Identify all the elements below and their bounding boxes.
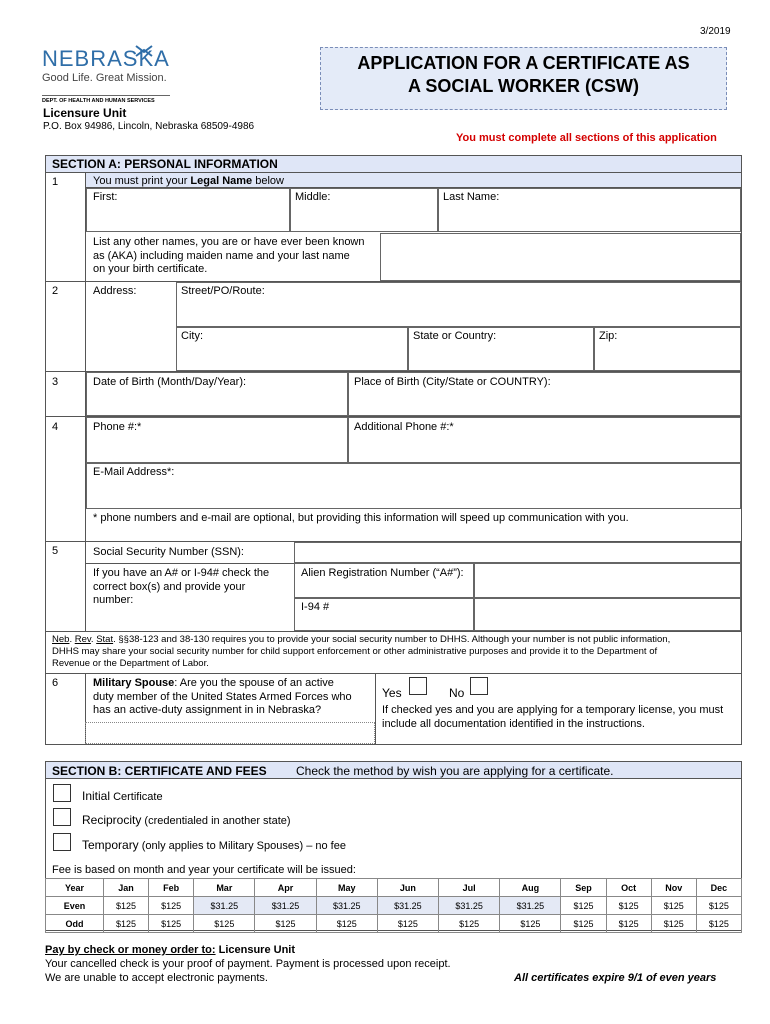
military-spouse-question: Military Spouse: Are you the spouse of an active duty member of the United States Armed Forces who has an active-duty assignment in in Nebraska? [93, 677, 352, 716]
fee-intro: Fee is based on month and year your certificate will be issued: [52, 864, 356, 876]
fee-table-row-even [46, 897, 742, 915]
fee-cell: $31.25 [377, 897, 438, 915]
fee-cell: $125 [149, 915, 194, 933]
fee-cell: $125 [149, 897, 194, 915]
ssn-field[interactable] [294, 542, 741, 563]
fee-cell: $125 [696, 915, 741, 933]
fee-cell: $125 [561, 915, 606, 933]
email-label: E-Mail Address*: [93, 466, 175, 478]
fee-month-header: Oct [606, 879, 651, 897]
military-spouse-extra-field[interactable] [85, 722, 375, 744]
form-date: 3/2019 [700, 26, 731, 37]
unit-address: P.O. Box 94986, Lincoln, Nebraska 68509-4986 [43, 121, 255, 132]
expiration-notice: All certificates expire 9/1 of even years [514, 972, 717, 984]
logo-tagline: Good Life. Great Mission. [42, 72, 167, 84]
fee-cell: $125 [651, 897, 696, 915]
fee-cell: $125 [316, 915, 377, 933]
i94-field[interactable] [474, 598, 741, 631]
fee-month-header: Mar [194, 879, 255, 897]
aka-field[interactable] [380, 233, 741, 281]
reciprocity-option-label: Reciprocity (credentialed in another state) [82, 813, 291, 827]
fee-year-header: Year [46, 879, 104, 897]
logo-divider [42, 95, 170, 96]
additional-phone-label: Additional Phone #:* [354, 421, 454, 433]
fee-cell: $125 [500, 915, 561, 933]
nebraska-logo [40, 42, 180, 112]
temporary-checkbox[interactable] [53, 833, 71, 851]
fee-cell: $125 [606, 915, 651, 933]
logo-dept: DEPT. OF HEALTH AND HUMAN SERVICES [42, 98, 155, 104]
title-box [320, 47, 727, 110]
last-name-label: Last Name: [443, 191, 500, 203]
fee-month-header: Jul [439, 879, 500, 897]
licensure-unit: Licensure Unit [43, 106, 127, 120]
row-6-number: 6 [52, 677, 59, 689]
payment-line-2: We are unable to accept electronic payments. [45, 972, 268, 984]
city-field[interactable] [176, 327, 408, 371]
middle-name-label: Middle: [295, 191, 331, 203]
email-field[interactable] [86, 463, 741, 509]
no-checkbox[interactable] [470, 677, 488, 695]
fee-cell: $125 [104, 897, 149, 915]
contact-note: * phone numbers and e-mail are optional, but providing this information will speed up communication with you. [93, 512, 629, 524]
fee-cell: $125 [561, 897, 606, 915]
section-a-heading: SECTION A: PERSONAL INFORMATION [52, 157, 278, 171]
fee-cell: $125 [696, 897, 741, 915]
complete-notice: You must complete all sections of this application [456, 132, 717, 144]
section-b-subheading: Check the method by wish you are applying for a certificate. [296, 764, 614, 778]
yes-label: Yes [382, 686, 402, 700]
fee-cell: $31.25 [316, 897, 377, 915]
first-name-label: First: [93, 191, 118, 203]
fee-month-header: Dec [696, 879, 741, 897]
payment-heading: Pay by check or money order to: Licensure Unit [45, 944, 296, 956]
a-number-label: Alien Registration Number (“A#”): [301, 567, 464, 579]
initial-option-label: Initial Certificate [82, 789, 163, 803]
fee-month-header: Apr [255, 879, 316, 897]
fee-table-row-odd [46, 915, 742, 933]
fee-cell: $125 [255, 915, 316, 933]
row-1-number: 1 [52, 176, 59, 188]
initial-checkbox[interactable] [53, 784, 71, 802]
title-line-1: APPLICATION FOR A CERTIFICATE AS [357, 53, 690, 73]
pob-label: Place of Birth (City/State or COUNTRY): [354, 376, 551, 388]
dob-label: Date of Birth (Month/Day/Year): [93, 376, 247, 388]
row-4-number: 4 [52, 421, 59, 433]
title-line-2: A SOCIAL WORKER (CSW) [408, 76, 639, 96]
street-label: Street/PO/Route: [181, 285, 265, 297]
fee-cell: $125 [439, 915, 500, 933]
ssn-label: Social Security Number (SSN): [93, 546, 244, 558]
fee-cell: $125 [104, 915, 149, 933]
zip-label: Zip: [599, 330, 618, 342]
city-label: City: [181, 330, 203, 342]
row-5-number: 5 [52, 545, 59, 557]
fee-cell: $125 [651, 915, 696, 933]
alien-instruction: If you have an A# or I-94# check the correct box(s) and provide your number: [93, 567, 270, 606]
fee-month-header: Jun [377, 879, 438, 897]
temporary-option-label: Temporary (only applies to Military Spouses) – no fee [82, 838, 346, 852]
fee-cell: $125 [606, 897, 651, 915]
logo-name: NEBRASKA [42, 46, 170, 71]
aka-label: List any other names, you are or have ever been known as (AKA) including maiden name and your last name on your birth certificate. [93, 236, 365, 275]
fee-cell: $31.25 [500, 897, 561, 915]
yes-checkbox[interactable] [409, 677, 427, 695]
fee-cell: $125 [377, 915, 438, 933]
address-label: Address: [93, 285, 137, 297]
state-label: State or Country: [413, 330, 497, 342]
row-3-number: 3 [52, 376, 59, 388]
fee-month-header: Aug [500, 879, 561, 897]
military-spouse-note: If checked yes and you are applying for a temporary license, you must include all documentation identified in the instructions. [382, 704, 724, 730]
fee-table-header-row [46, 879, 742, 897]
fee-cell: $125 [194, 915, 255, 933]
payment-line-1: Your cancelled check is your proof of payment. Payment is processed upon receipt. [45, 958, 451, 970]
a-number-field[interactable] [474, 563, 741, 598]
phone-label: Phone #:* [93, 421, 142, 433]
row-2-number: 2 [52, 285, 59, 297]
no-label: No [449, 686, 465, 700]
reciprocity-checkbox[interactable] [53, 808, 71, 826]
legal-name-instruction: You must print your Legal Name below [93, 175, 284, 187]
fee-table [45, 878, 742, 933]
fee-row-label: Even [46, 897, 104, 915]
section-b-heading: SECTION B: CERTIFICATE AND FEES [52, 764, 267, 778]
fee-row-label: Odd [46, 915, 104, 933]
fee-month-header: Feb [149, 879, 194, 897]
ssn-statute-notice: Neb. Rev. Stat. §§38-123 and 38-130 requires you to provide your social security number to DHHS. Although your number is not public information, DHHS may share your social security number for child support enforcement or other administrative purposes and provide it to the Department of Revenue or the Department of Labor. [52, 634, 671, 669]
fee-month-header: May [316, 879, 377, 897]
fee-cell: $31.25 [194, 897, 255, 915]
fee-cell: $31.25 [439, 897, 500, 915]
fee-month-header: Sep [561, 879, 606, 897]
i94-label: I-94 # [301, 601, 330, 613]
fee-cell: $31.25 [255, 897, 316, 915]
fee-month-header: Nov [651, 879, 696, 897]
fee-month-header: Jan [104, 879, 149, 897]
